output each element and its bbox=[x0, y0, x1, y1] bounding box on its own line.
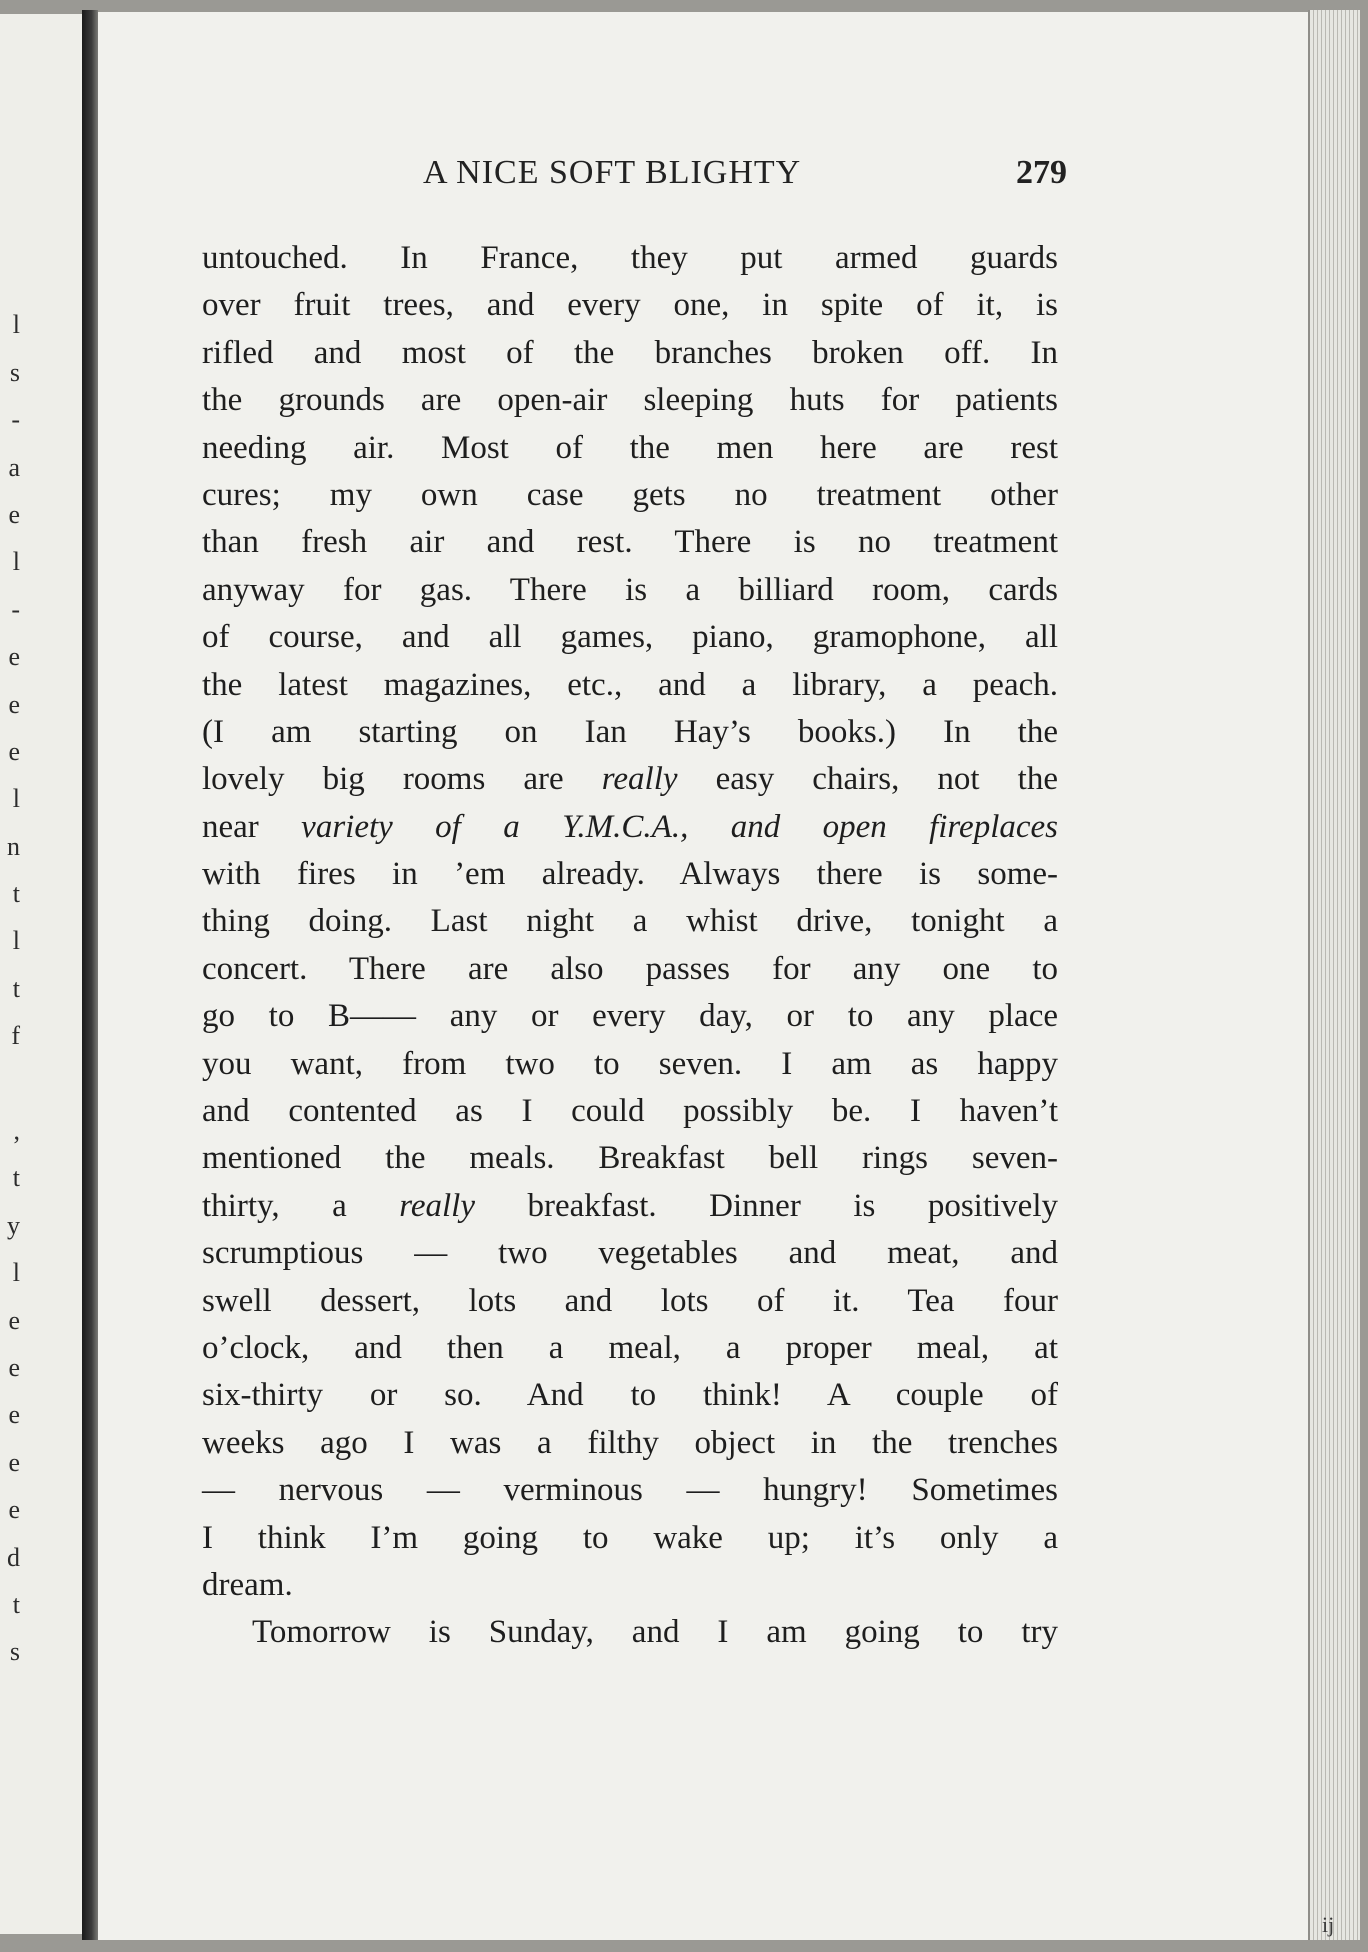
edge-letter: a bbox=[8, 452, 20, 482]
text-line bbox=[202, 804, 1058, 851]
text-line bbox=[202, 756, 1058, 803]
text-run: the grounds are open-air sleeping huts for patients bbox=[202, 382, 1058, 419]
edge-letter: e bbox=[8, 1495, 20, 1525]
text-line bbox=[202, 662, 1058, 709]
edge-letter: s bbox=[9, 1637, 20, 1667]
text-run: thirty, a bbox=[202, 1187, 400, 1224]
text-run: six-thirty or so. And to think! A couple of bbox=[202, 1377, 1058, 1414]
text-line bbox=[202, 1088, 1058, 1135]
edge-letter: t bbox=[12, 1163, 20, 1193]
text-line bbox=[202, 567, 1058, 614]
text-run: go to B—— any or every day, or to any place bbox=[202, 998, 1058, 1035]
text-run: easy chairs, not the bbox=[677, 761, 1058, 798]
text-line bbox=[202, 377, 1058, 424]
body-text bbox=[202, 235, 1058, 1657]
text-line bbox=[202, 1041, 1058, 1088]
edge-letter: e bbox=[8, 499, 20, 529]
edge-letter: s bbox=[9, 357, 20, 387]
edge-letter bbox=[0, 1060, 20, 1107]
text-run: mentioned the meals. Breakfast bell rings seven- bbox=[202, 1140, 1058, 1177]
previous-page-letters bbox=[0, 254, 20, 1676]
text-run: needing air. Most of the men here are rest bbox=[202, 429, 1058, 466]
edge-letter: l bbox=[12, 1258, 20, 1288]
text-run: than fresh air and rest. There is no treatment bbox=[202, 524, 1058, 561]
edge-letter: e bbox=[8, 1400, 20, 1430]
italic-text: variety of a Y.M.C.A., and open fireplaces bbox=[258, 808, 1058, 845]
edge-letter: e bbox=[8, 642, 20, 672]
edge-letter: t bbox=[12, 879, 20, 909]
text-run: untouched. In France, they put armed guards bbox=[202, 240, 1058, 276]
book-spine-shadow bbox=[82, 10, 98, 1940]
text-line bbox=[202, 1562, 1058, 1609]
corner-mark: ij bbox=[1322, 1912, 1335, 1937]
edge-letter: f bbox=[11, 1021, 20, 1051]
text-line bbox=[202, 1230, 1058, 1277]
previous-page-edge bbox=[0, 14, 82, 1934]
text-line bbox=[202, 235, 1058, 282]
edge-letter: e bbox=[8, 689, 20, 719]
page-stack-edge bbox=[1308, 10, 1360, 1940]
text-run: (I am starting on Ian Hay’s books.) In the bbox=[202, 713, 1058, 750]
text-line bbox=[202, 993, 1058, 1040]
edge-letter: d bbox=[7, 1542, 20, 1572]
edge-letter: l bbox=[12, 310, 20, 340]
edge-letter: e bbox=[8, 1352, 20, 1382]
text-run: scrumptious — two vegetables and meat, and bbox=[202, 1235, 1058, 1272]
edge-letter: t bbox=[12, 973, 20, 1003]
text-run: — nervous — verminous — hungry! Sometimes bbox=[202, 1472, 1058, 1509]
text-line bbox=[202, 898, 1058, 945]
edge-letter: t bbox=[12, 1589, 20, 1619]
text-line bbox=[202, 330, 1058, 377]
text-run: of course, and all games, piano, gramophone, all bbox=[202, 619, 1058, 656]
text-run: you want, from two to seven. I am as happy bbox=[202, 1045, 1058, 1082]
edge-letter: e bbox=[8, 1305, 20, 1335]
page-number: 279 bbox=[1016, 154, 1067, 191]
text-line bbox=[202, 519, 1058, 566]
text-line bbox=[202, 1325, 1058, 1372]
text-run: near bbox=[202, 808, 259, 845]
text-run: o’clock, and then a meal, a proper meal, at bbox=[202, 1329, 1058, 1366]
text-line bbox=[202, 1515, 1058, 1562]
text-line bbox=[202, 1183, 1058, 1230]
text-line bbox=[202, 1420, 1058, 1467]
text-run: breakfast. Dinner is positively bbox=[475, 1187, 1058, 1224]
running-title: A NICE SOFT BLIGHTY bbox=[423, 154, 802, 191]
edge-letter: e bbox=[8, 736, 20, 766]
edge-letter bbox=[0, 254, 20, 301]
text-run: and contented as I could possibly be. I haven’t bbox=[202, 1093, 1058, 1130]
edge-letter: n bbox=[7, 831, 20, 861]
text-line bbox=[202, 1135, 1058, 1182]
edge-letter: e bbox=[8, 1447, 20, 1477]
text-run: I think I’m going to wake up; it’s only a bbox=[202, 1519, 1058, 1556]
edge-letter: l bbox=[12, 926, 20, 956]
text-line bbox=[202, 472, 1058, 519]
text-run: rifled and most of the branches broken off. In bbox=[202, 334, 1058, 371]
text-line bbox=[202, 946, 1058, 993]
text-run: concert. There are also passes for any one to bbox=[202, 950, 1058, 987]
text-run: cures; my own case gets no treatment other bbox=[202, 476, 1058, 513]
text-line bbox=[202, 425, 1058, 472]
text-run: thing doing. Last night a whist drive, tonight a bbox=[202, 903, 1058, 940]
edge-letter: - bbox=[11, 405, 20, 435]
text-line bbox=[202, 1278, 1058, 1325]
text-run: swell dessert, lots and lots of it. Tea four bbox=[202, 1282, 1058, 1319]
text-run: weeks ago I was a filthy object in the trenches bbox=[202, 1424, 1058, 1461]
edge-letter: - bbox=[11, 594, 20, 624]
text-line bbox=[202, 1609, 1058, 1656]
text-line bbox=[202, 1372, 1058, 1419]
text-line bbox=[202, 282, 1058, 329]
text-line bbox=[202, 709, 1058, 756]
text-run: dream. bbox=[202, 1566, 293, 1603]
edge-letter: , bbox=[13, 1116, 20, 1146]
text-line bbox=[202, 851, 1058, 898]
text-run: over fruit trees, and every one, in spite of it, is bbox=[202, 287, 1058, 324]
edge-letter: l bbox=[12, 547, 20, 577]
text-line bbox=[202, 614, 1058, 661]
text-line bbox=[202, 1467, 1058, 1514]
text-run: with fires in ’em already. Always there is some- bbox=[202, 856, 1058, 893]
italic-text: really bbox=[601, 761, 678, 798]
text-run: lovely big rooms are bbox=[202, 761, 602, 798]
text-run: Tomorrow is Sunday, and I am going to try bbox=[252, 1614, 1058, 1651]
edge-letter: l bbox=[12, 784, 20, 814]
text-run: anyway for gas. There is a billiard room, cards bbox=[202, 571, 1058, 608]
text-run: the latest magazines, etc., and a library, a peach. bbox=[202, 666, 1058, 703]
edge-letter: y bbox=[7, 1210, 20, 1240]
italic-text: really bbox=[399, 1187, 475, 1224]
running-head bbox=[0, 151, 1368, 195]
